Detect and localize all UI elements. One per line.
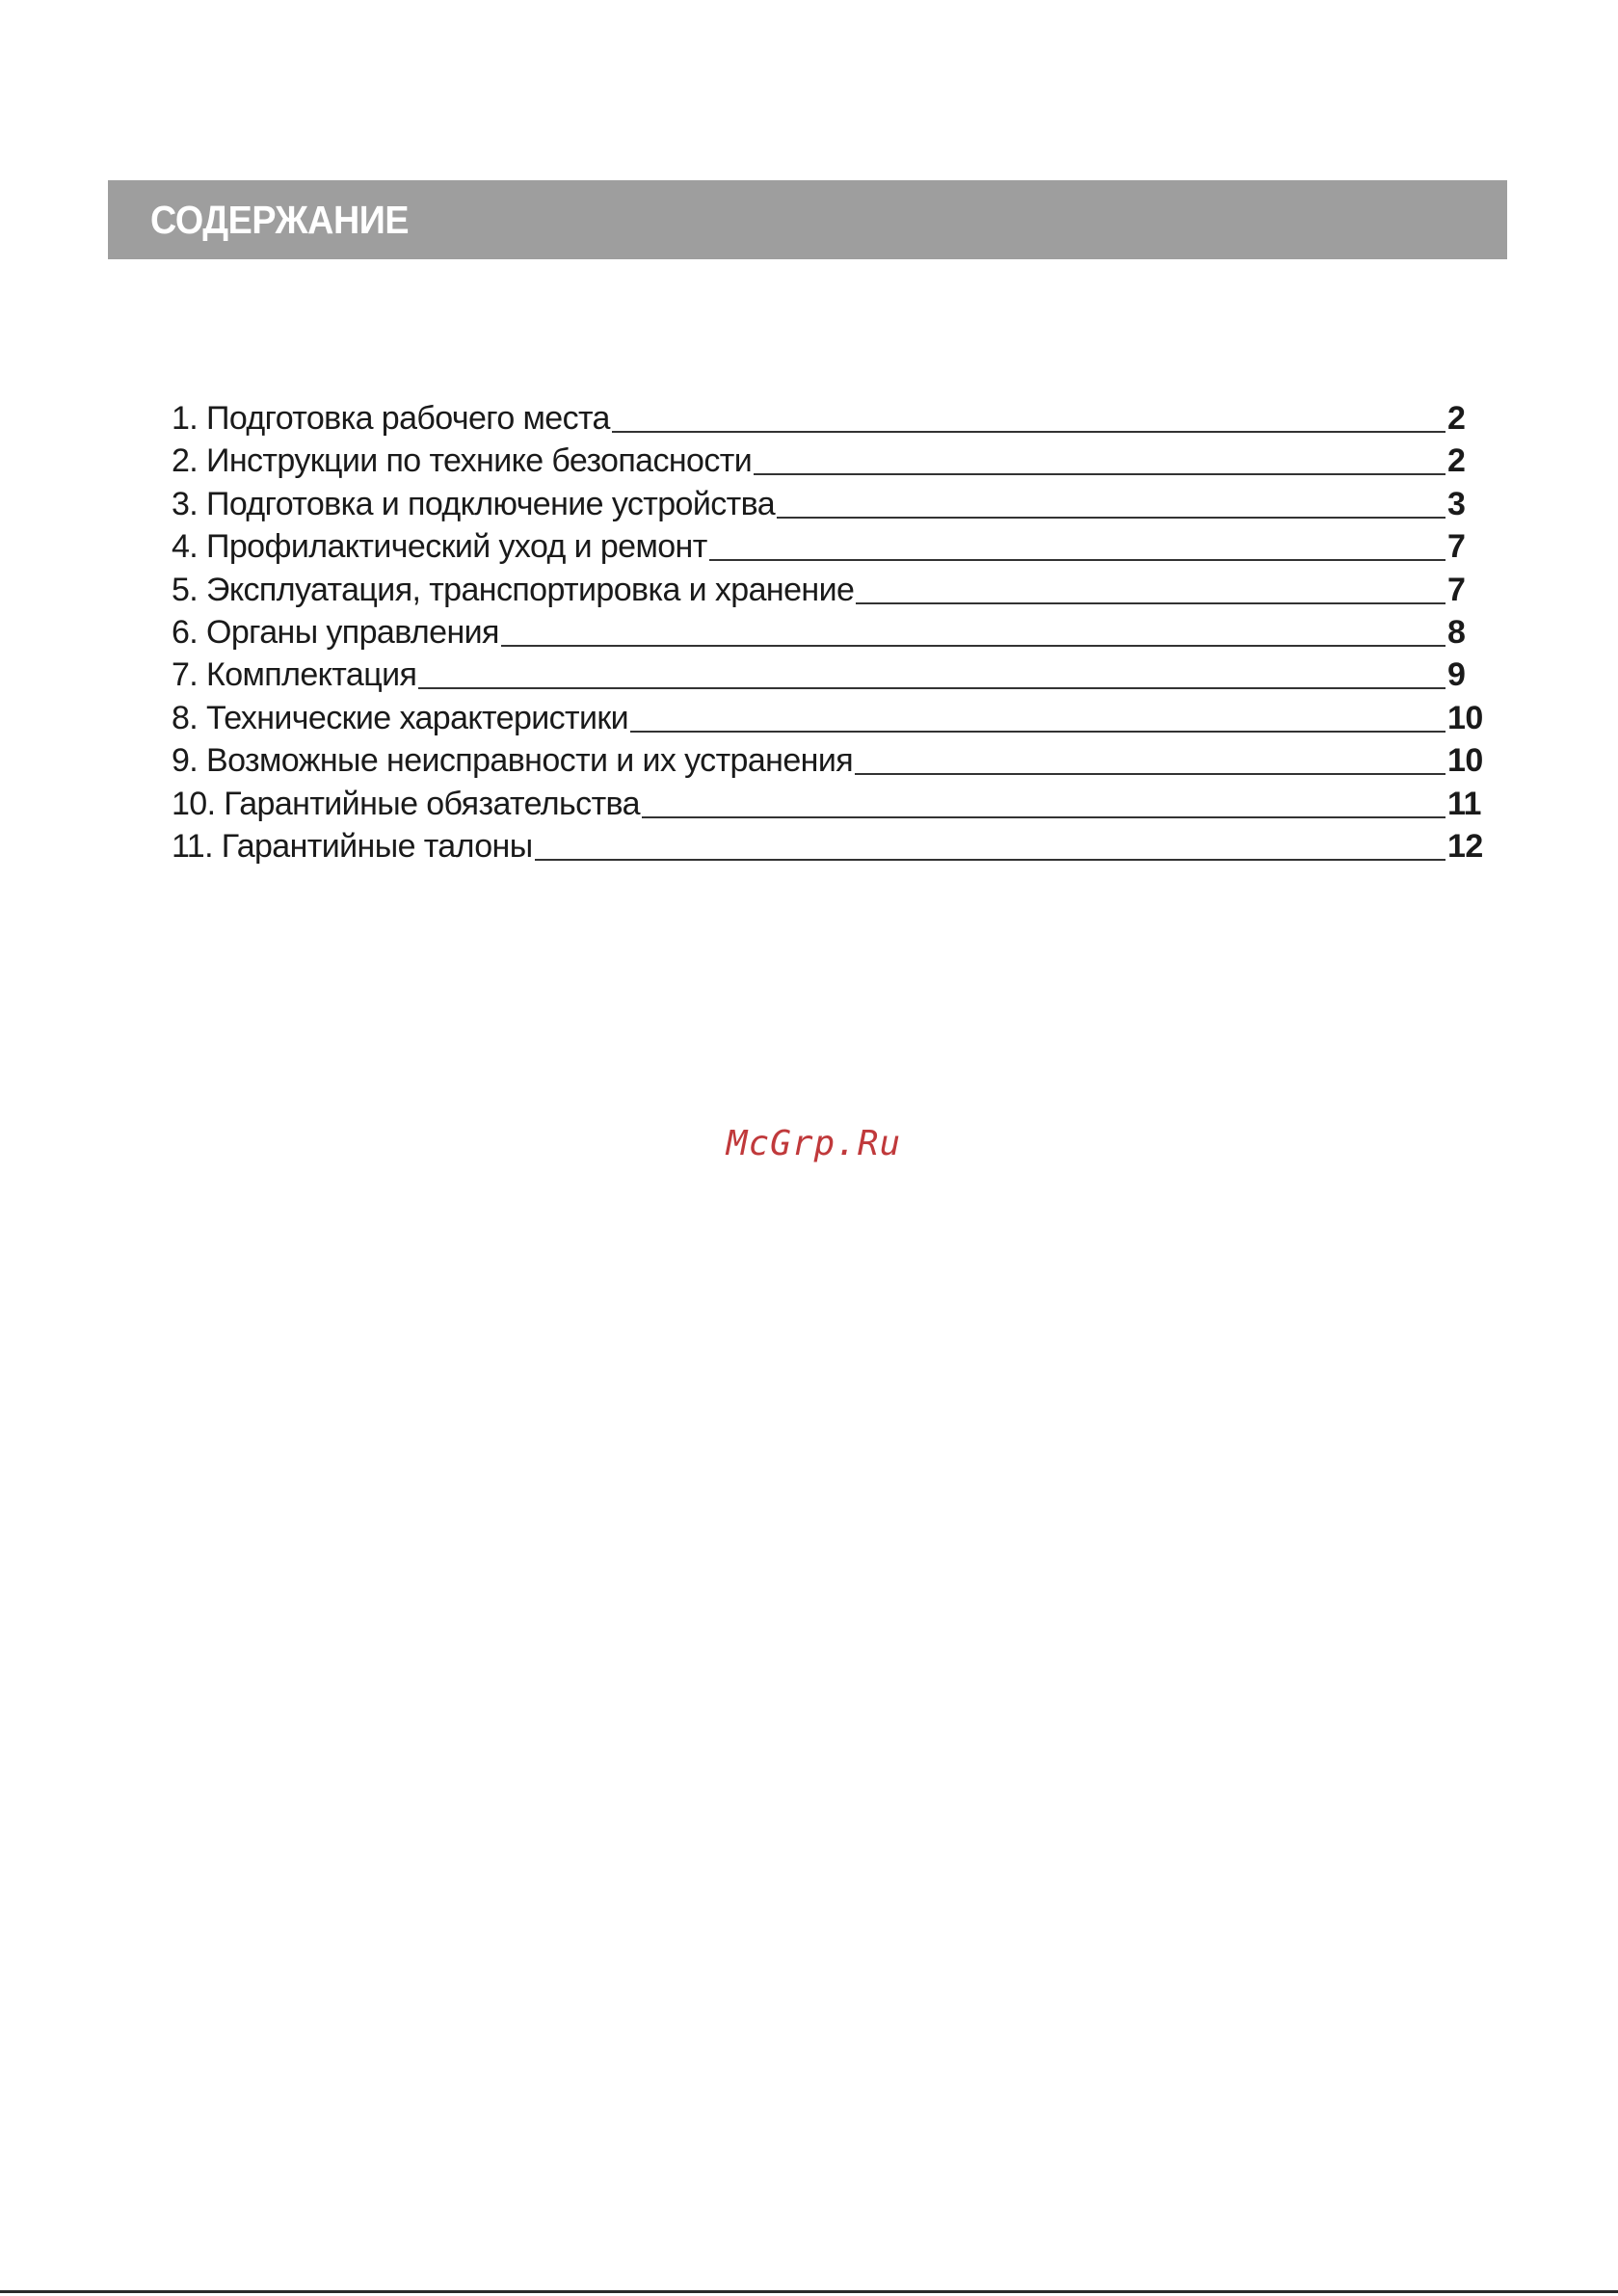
toc-item-title: 6. Органы управления <box>172 613 499 651</box>
toc-item-title: 3. Подготовка и подключение устройства <box>172 485 776 522</box>
toc-leader-line <box>535 859 1446 861</box>
toc-item[interactable] <box>172 397 1486 440</box>
toc-item[interactable] <box>172 825 1486 868</box>
bottom-divider <box>0 2290 1618 2293</box>
toc-leader-line <box>418 687 1446 689</box>
toc-item-page: 7 <box>1447 528 1466 566</box>
toc-item[interactable] <box>172 483 1486 525</box>
toc-item-title: 9. Возможные неисправности и их устранения <box>172 742 854 780</box>
toc-item-page: 3 <box>1447 485 1466 522</box>
toc-leader-line <box>856 602 1446 604</box>
table-of-contents <box>172 397 1486 868</box>
toc-item[interactable] <box>172 440 1486 482</box>
toc-item[interactable] <box>172 525 1486 568</box>
toc-leader-line <box>777 517 1446 519</box>
toc-item-title: 1. Подготовка рабочего места <box>172 400 610 437</box>
toc-leader-line <box>612 431 1446 433</box>
toc-item-title: 4. Профилактический уход и ремонт <box>172 528 707 566</box>
toc-item-page: 9 <box>1447 656 1466 694</box>
toc-item[interactable] <box>172 697 1486 739</box>
toc-item-title: 11. Гарантийные талоны <box>172 827 533 865</box>
toc-item-page: 10 <box>1447 742 1483 780</box>
toc-item[interactable] <box>172 739 1486 782</box>
toc-item-page: 11 <box>1447 785 1481 822</box>
toc-item-page: 8 <box>1447 613 1466 651</box>
toc-item-title: 2. Инструкции по технике безопасности <box>172 442 753 480</box>
toc-item-page: 7 <box>1447 571 1466 608</box>
toc-leader-line <box>642 816 1446 818</box>
toc-item-title: 8. Технические характеристики <box>172 699 629 736</box>
section-header-bar <box>108 180 1507 259</box>
toc-item-title: 5. Эксплуатация, транспортировка и хранение <box>172 571 855 608</box>
toc-item[interactable] <box>172 783 1486 825</box>
toc-item-page: 2 <box>1447 400 1466 437</box>
toc-item-title: 7. Комплектация <box>172 656 417 694</box>
watermark-text: McGrp.Ru <box>726 1124 902 1163</box>
toc-leader-line <box>630 731 1446 733</box>
toc-leader-line <box>501 645 1446 647</box>
toc-item-page: 12 <box>1447 827 1483 865</box>
toc-item[interactable] <box>172 611 1486 654</box>
toc-item[interactable] <box>172 654 1486 696</box>
page-title: СОДЕРЖАНИЕ <box>150 197 410 242</box>
toc-item-page: 2 <box>1447 442 1466 480</box>
toc-leader-line <box>855 773 1446 775</box>
toc-leader-line <box>709 559 1446 561</box>
toc-item-title: 10. Гарантийные обязательства <box>172 785 640 822</box>
toc-item[interactable] <box>172 569 1486 611</box>
toc-item-page: 10 <box>1447 699 1483 736</box>
toc-leader-line <box>754 473 1446 475</box>
